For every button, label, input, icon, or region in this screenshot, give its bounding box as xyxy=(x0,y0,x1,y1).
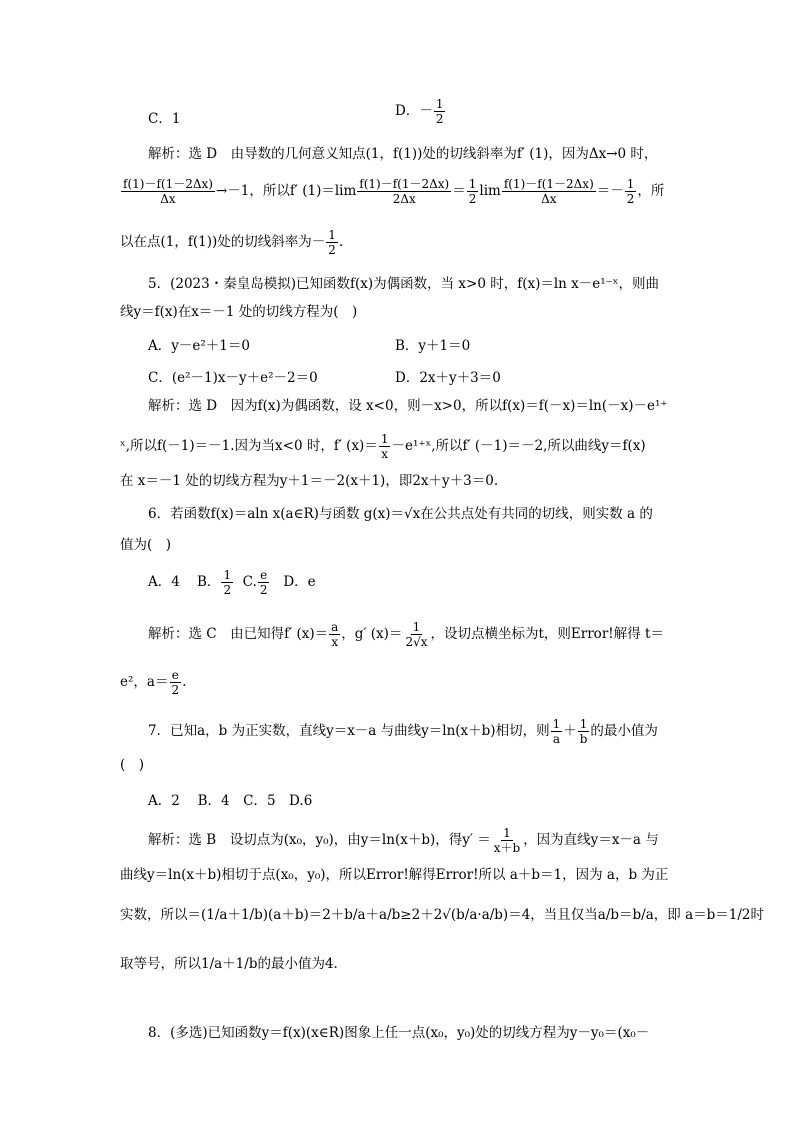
q5-analysis-line-2: ˣ,所以f(－1)＝－1.因为当x<0 时，f′ (x)＝ $\frac{1}{x}$ －e¹⁺ˣ,所以f′ (－1)＝－2,所以曲线y＝f(x) xyxy=(120,432,646,461)
fraction: $\frac{1}{2}$ xyxy=(435,97,444,126)
q7-stem-line-1: 7．已知a，b 为正实数，直线y＝x－a 与曲线y＝ln(x＋b)相切，则 $\frac{1}{a}$ ＋ $\frac{1}{b}$ 的最小值为 xyxy=(148,717,658,746)
q7-analysis-line-4: 取等号，所以1/a＋1/b的最小值为4. xyxy=(120,956,338,972)
q4-option-c: C．1 xyxy=(148,111,181,127)
q7-stem-line-2: ( ) xyxy=(120,757,145,773)
q5-option-c: C．(e²－1)x－y＋e²－2＝0 xyxy=(148,370,318,386)
q5-analysis-line-3: 在 x＝－1 处的切线方程为y＋1＝－2(x＋1)，即2x＋y＋3＝0. xyxy=(120,473,499,489)
q5-analysis-line-1: 解析：选 D 因为f(x)为偶函数，设 x<0，则－x>0，所以f(x)＝f(－x)＝ln(－x)－e¹⁺ xyxy=(148,398,668,414)
q6-analysis-line-1: 解析：选 C 由已知得f′ (x)＝ $\frac{a}{x}$ ，g′ (x)＝ $\frac{1}{2√x}$ ，设切点横坐标为t，则Error!解得 t＝ xyxy=(148,620,664,649)
q4-analysis-line-1: 解析：选 D 由导数的几何意义知点(1，f(1))处的切线斜率为f′ (1)，因为Δx→0 时， xyxy=(148,146,658,162)
q7-options: A．2 B．4 C．5 D.6 xyxy=(148,793,313,809)
q4-option-d: D．－ $\frac{1}{2}$ xyxy=(395,97,444,126)
q6-stem-line-1: 6．若函数f(x)＝aln x(a∈R)与函数 g(x)＝√x在公共点处有共同的切线，则实数 a 的 xyxy=(148,506,653,522)
q7-analysis-line-2: 曲线y＝ln(x＋b)相切于点(x₀，y₀)，所以Error!解得Error!所以 a＋b＝1，因为 a，b 为正 xyxy=(120,867,669,883)
q6-analysis-line-2: e²，a＝ $\frac{e}{2}$ . xyxy=(120,668,187,697)
q6-stem-line-2: 值为( ) xyxy=(120,537,172,553)
q6-options: A．4 B． $\frac{1}{2}$ C. $\frac{e}{2}$ D．e xyxy=(148,568,316,597)
q7-analysis-line-3: 实数，所以＝(1/a＋1/b)(a＋b)＝2＋b/a＋a/b≥2＋2√(b/a·a/b)＝4，当且仅当a/b＝b/a，即 a＝b＝1/2时 xyxy=(120,907,764,923)
q5-stem-line-1: 5．(2023・秦皇岛模拟)已知函数f(x)为偶函数，当 x>0 时，f(x)＝ln x－e¹⁻ˣ，则曲 xyxy=(148,276,660,292)
q4-analysis-line-2: $\frac{f(1)-f(1-2\Delta x)}{\Delta x}$ →－1，所以f′ (1)＝lim $\frac{f(1)-f(1-2\Delta x)}{2\Delta x}$ ＝ $\frac{1}{2}$ lim $\frac{f(1)-f(1-2\Delta x)}{\Delta x}$ ＝－ $\frac{1}{2}$ ，所 xyxy=(123,177,665,206)
q7-analysis-line-1: 解析：选 B 设切点为(x₀，y₀)，由y＝ln(x＋b)，得y′ ＝ $\frac{1}{x+b}$ ，因为直线y＝x－a 与 xyxy=(148,826,659,855)
q5-option-d: D．2x＋y＋3＝0 xyxy=(395,370,501,386)
q5-option-b: B．y＋1＝0 xyxy=(395,338,471,354)
q4-analysis-line-3: 以在点(1，f(1))处的切线斜率为－ $\frac{1}{2}$ . xyxy=(120,228,344,257)
q5-stem-line-2: 线y＝f(x)在x＝－1 处的切线方程为( ) xyxy=(120,304,358,320)
q5-option-a: A．y－e²＋1＝0 xyxy=(148,338,250,354)
q8-stem-line-1: 8．(多选)已知函数y＝f(x)(x∈R)图象上任一点(x₀，y₀)处的切线方程为y－y₀＝(x₀－ xyxy=(148,1025,650,1041)
